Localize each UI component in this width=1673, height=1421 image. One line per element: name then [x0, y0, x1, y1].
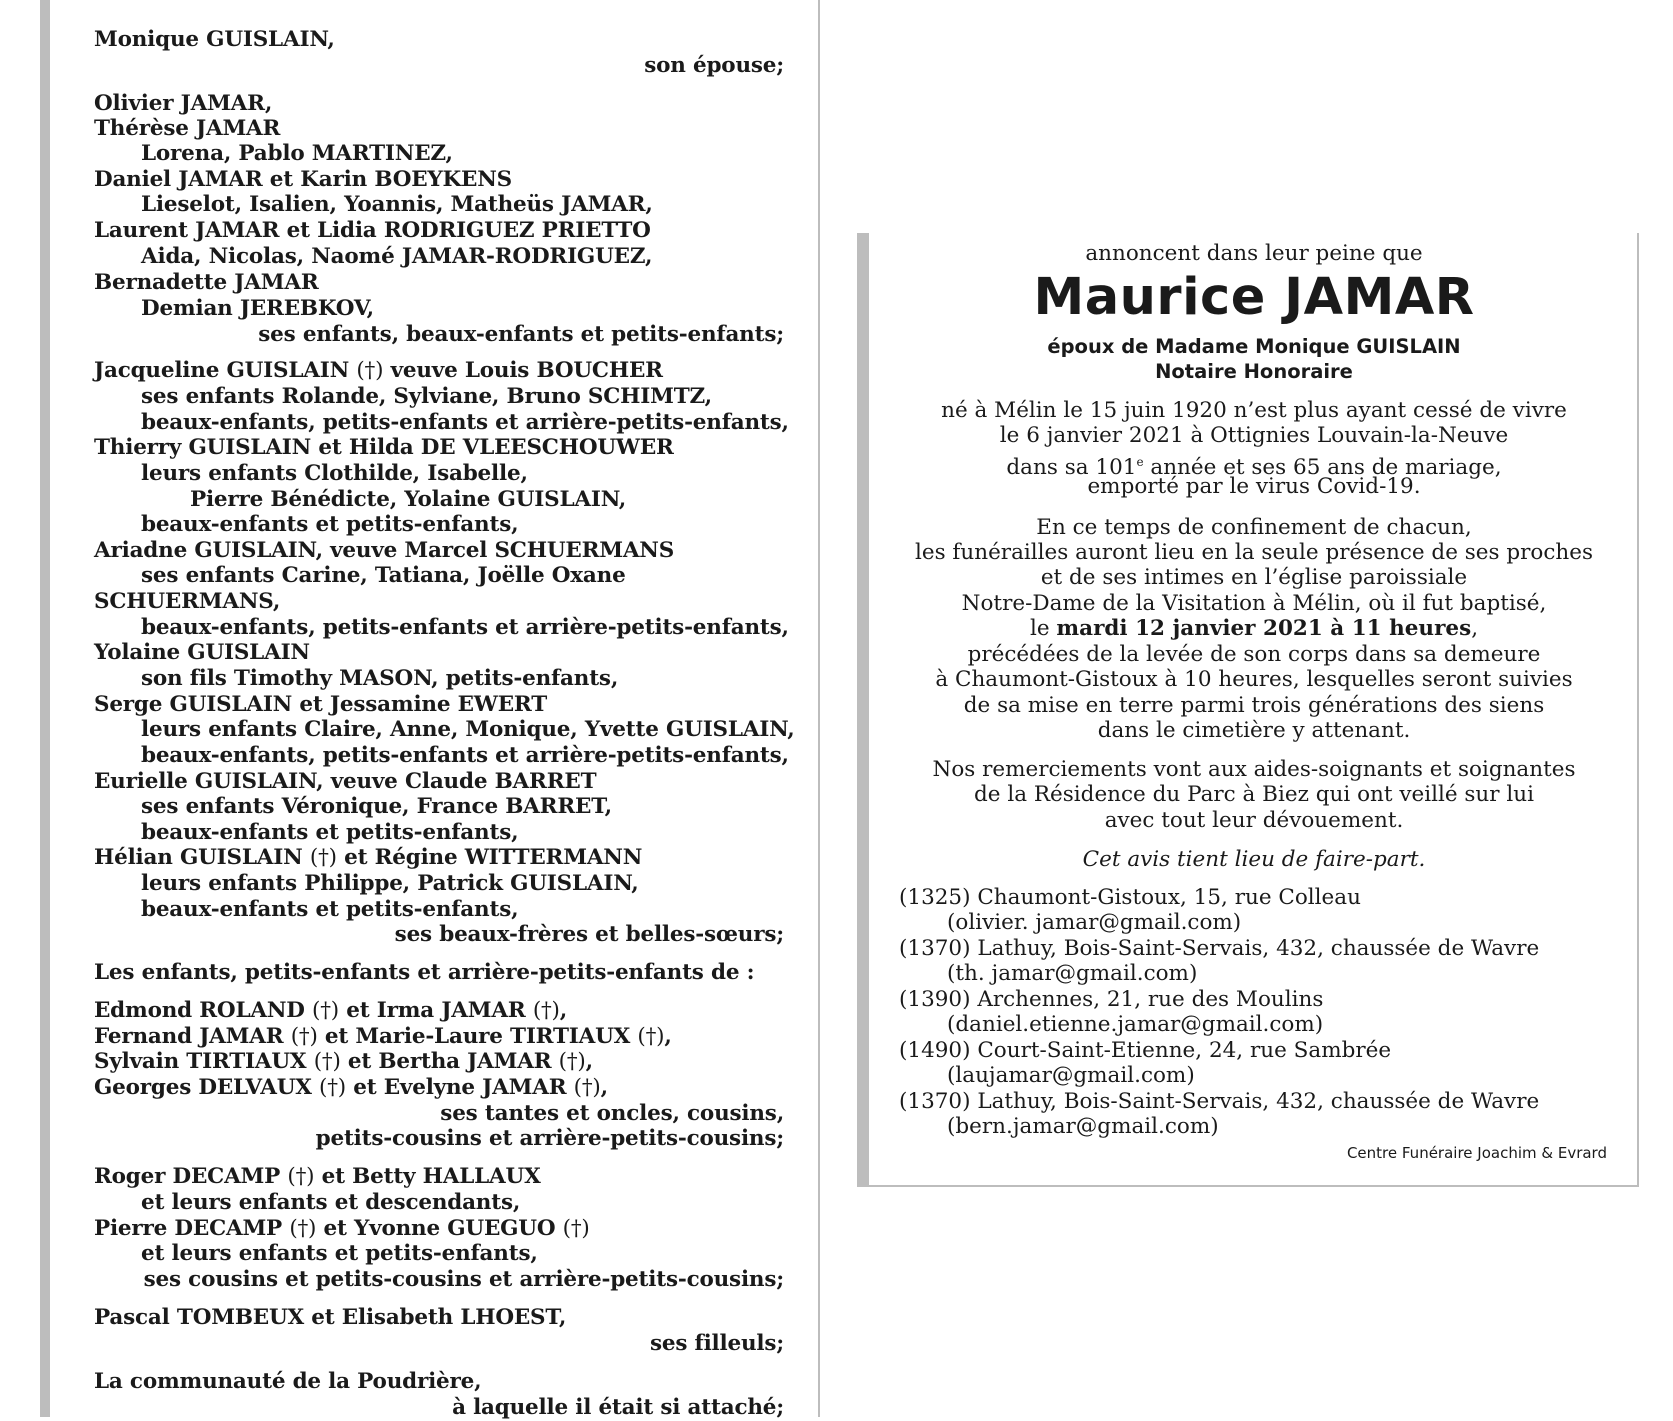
- family-line: SCHUERMANS,: [94, 589, 281, 614]
- family-line: beaux-enfants, petits-enfants et arrière-petits-enfants,: [141, 410, 789, 435]
- dagger-icon: (†): [289, 1216, 317, 1241]
- notice-line: précédées de la levée de son corps dans sa demeure: [967, 642, 1541, 667]
- family-line: Thierry GUISLAIN et Hilda DE VLEESCHOUWER: [94, 435, 674, 460]
- notice-line: de sa mise en terre parmi trois générations des siens: [963, 693, 1545, 718]
- notice-line: le 6 janvier 2021 à Ottignies Louvain-la-Neuve: [999, 423, 1509, 448]
- family-line: Eurielle GUISLAIN, veuve Claude BARRET: [94, 769, 597, 794]
- dagger-icon: (†): [558, 1049, 586, 1074]
- notice-line: de la Résidence du Parc à Biez qui ont veillé sur lui: [974, 782, 1534, 807]
- dagger-icon: (†): [532, 998, 560, 1023]
- notice-line: dans le cimetière y attenant.: [1097, 718, 1411, 743]
- family-role: ses filleuls;: [649, 1331, 784, 1356]
- family-line: Jacqueline GUISLAIN (†) veuve Louis BOUCHER: [94, 358, 663, 383]
- funeral-home-credit: Centre Funéraire Joachim & Evrard: [1346, 1144, 1607, 1162]
- notice-statement: Cet avis tient lieu de faire-part.: [1082, 847, 1426, 872]
- family-line: leurs enfants Clothilde, Isabelle,: [141, 461, 528, 486]
- family-line: Yolaine GUISLAIN: [94, 640, 310, 665]
- notice-line: Nos remerciements vont aux aides-soignants et soignantes: [932, 757, 1576, 782]
- family-line: beaux-enfants et petits-enfants,: [141, 512, 519, 537]
- family-line: son fils Timothy MASON, petits-enfants,: [141, 666, 619, 691]
- notice-line: à Chaumont-Gistoux à 10 heures, lesquelles seront suivies: [935, 667, 1573, 692]
- dagger-icon: (†): [290, 1024, 318, 1049]
- intro-text: annoncent dans leur peine que: [1085, 241, 1423, 266]
- family-line: Sylvain TIRTIAUX (†) et Bertha JAMAR (†),: [94, 1049, 593, 1074]
- notice-line: Notre-Dame de la Visitation à Mélin, où il fut baptisé,: [961, 591, 1547, 616]
- family-line: beaux-enfants et petits-enfants,: [141, 897, 519, 922]
- family-role: petits-cousins et arrière-petits-cousins;: [315, 1126, 784, 1151]
- family-line: ses enfants Rolande, Sylviane, Bruno SCHIMTZ,: [141, 384, 712, 409]
- email-line: (laujamar@gmail.com): [947, 1063, 1195, 1088]
- dagger-icon: (†): [562, 1216, 590, 1241]
- family-line: Georges DELVAUX (†) et Evelyne JAMAR (†),: [94, 1075, 608, 1100]
- family-line: et leurs enfants et descendants,: [141, 1190, 521, 1215]
- address-line: (1370) Lathuy, Bois-Saint-Servais, 432, chaussée de Wavre: [899, 1089, 1540, 1114]
- dagger-icon: (†): [573, 1075, 601, 1100]
- family-line: beaux-enfants, petits-enfants et arrière-petits-enfants,: [141, 615, 789, 640]
- family-line: Lieselot, Isalien, Yoannis, Matheüs JAMAR,: [141, 192, 653, 217]
- notice-line: le mardi 12 janvier 2021 à 11 heures,: [1029, 616, 1479, 641]
- family-line: Laurent JAMAR et Lidia RODRIGUEZ PRIETTO: [94, 218, 651, 243]
- dagger-icon: (†): [287, 1164, 315, 1189]
- dagger-icon: (†): [637, 1024, 665, 1049]
- family-list-panel: [40, 0, 820, 1420]
- family-line: Hélian GUISLAIN (†) et Régine WITTERMANN: [94, 845, 643, 870]
- family-role: ses enfants, beaux-enfants et petits-enfants;: [258, 322, 784, 347]
- notice-line: et de ses intimes en l’église paroissiale: [1040, 565, 1468, 590]
- deceased-name: Maurice JAMAR: [1033, 268, 1475, 327]
- family-line: Lorena, Pablo MARTINEZ,: [141, 141, 453, 166]
- family-line: Pierre DECAMP (†) et Yvonne GUEGUO (†): [94, 1216, 590, 1241]
- dagger-icon: (†): [319, 1075, 346, 1100]
- family-role: à laquelle il était si attaché;: [452, 1395, 784, 1420]
- dagger-icon: (†): [309, 845, 337, 870]
- address-line: (1325) Chaumont-Gistoux, 15, rue Colleau: [899, 885, 1361, 910]
- family-line: Serge GUISLAIN et Jessamine EWERT: [94, 692, 548, 717]
- family-line: leurs enfants Claire, Anne, Monique, Yvette GUISLAIN,: [141, 717, 795, 742]
- family-line: Roger DECAMP (†) et Betty HALLAUX: [94, 1164, 541, 1189]
- notice-line: né à Mélin le 15 juin 1920 n’est plus ayant cessé de vivre: [941, 398, 1567, 423]
- family-line: La communauté de la Poudrière,: [94, 1369, 482, 1394]
- family-role: ses tantes et oncles, cousins,: [440, 1101, 784, 1126]
- family-role: son épouse;: [644, 53, 784, 78]
- family-line: et leurs enfants et petits-enfants,: [141, 1241, 538, 1266]
- notice-line: avec tout leur dévouement.: [1104, 808, 1404, 833]
- family-line: Pierre Bénédicte, Yolaine GUISLAIN,: [190, 487, 627, 512]
- family-line: Pascal TOMBEUX et Elisabeth LHOEST,: [94, 1305, 567, 1330]
- family-line: Olivier JAMAR,: [94, 91, 273, 116]
- family-line: Aida, Nicolas, Naomé JAMAR-RODRIGUEZ,: [141, 244, 653, 269]
- notice-line: les funérailles auront lieu en la seule présence de ses proches: [914, 540, 1594, 565]
- address-line: (1490) Court-Saint-Etienne, 24, rue Sambrée: [899, 1038, 1392, 1063]
- email-line: (olivier. jamar@gmail.com): [947, 910, 1242, 935]
- family-line: leurs enfants Philippe, Patrick GUISLAIN,: [141, 871, 639, 896]
- notice-line: dans sa 101e année et ses 65 ans de mariage,: [1006, 455, 1502, 481]
- family-line: Les enfants, petits-enfants et arrière-petits-enfants de :: [94, 960, 755, 985]
- family-line: ses enfants Véronique, France BARRET,: [141, 794, 612, 819]
- notice-line: En ce temps de confinement de chacun,: [1036, 515, 1472, 540]
- funeral-date: mardi 12 janvier 2021 à 11 heures: [1056, 616, 1472, 641]
- family-line: Daniel JAMAR et Karin BOEYKENS: [94, 167, 513, 192]
- email-line: (daniel.etienne.jamar@gmail.com): [947, 1012, 1324, 1037]
- family-line: Fernand JAMAR (†) et Marie-Laure TIRTIAUX (†),: [94, 1024, 672, 1049]
- death-notice-panel: [857, 233, 1639, 1187]
- email-line: (th. jamar@gmail.com): [947, 961, 1198, 986]
- family-role: ses cousins et petits-cousins et arrière-petits-cousins;: [143, 1267, 784, 1292]
- family-line: Thérèse JAMAR: [94, 116, 281, 141]
- family-line: beaux-enfants, petits-enfants et arrière-petits-enfants,: [141, 743, 789, 768]
- address-line: (1390) Archennes, 21, rue des Moulins: [899, 987, 1324, 1012]
- family-line: Demian JEREBKOV,: [141, 296, 374, 321]
- email-line: (bern.jamar@gmail.com): [947, 1114, 1219, 1139]
- spouse-line: époux de Madame Monique GUISLAIN: [1047, 335, 1461, 358]
- family-line: Edmond ROLAND (†) et Irma JAMAR (†),: [94, 998, 568, 1023]
- dagger-icon: (†): [312, 998, 339, 1023]
- family-line: Monique GUISLAIN,: [94, 27, 335, 52]
- family-line: Bernadette JAMAR: [94, 270, 319, 295]
- dagger-icon: (†): [313, 1049, 341, 1074]
- notice-line: emporté par le virus Covid-19.: [1087, 474, 1421, 499]
- dagger-icon: (†): [356, 358, 384, 383]
- family-line: ses enfants Carine, Tatiana, Joëlle Oxane: [141, 563, 626, 588]
- profession-line: Notaire Honoraire: [1155, 360, 1353, 383]
- family-line: Ariadne GUISLAIN, veuve Marcel SCHUERMANS: [94, 538, 675, 563]
- family-line: beaux-enfants et petits-enfants,: [141, 820, 519, 845]
- family-role: ses beaux-frères et belles-sœurs;: [394, 922, 784, 947]
- address-line: (1370) Lathuy, Bois-Saint-Servais, 432, chaussée de Wavre: [899, 936, 1540, 961]
